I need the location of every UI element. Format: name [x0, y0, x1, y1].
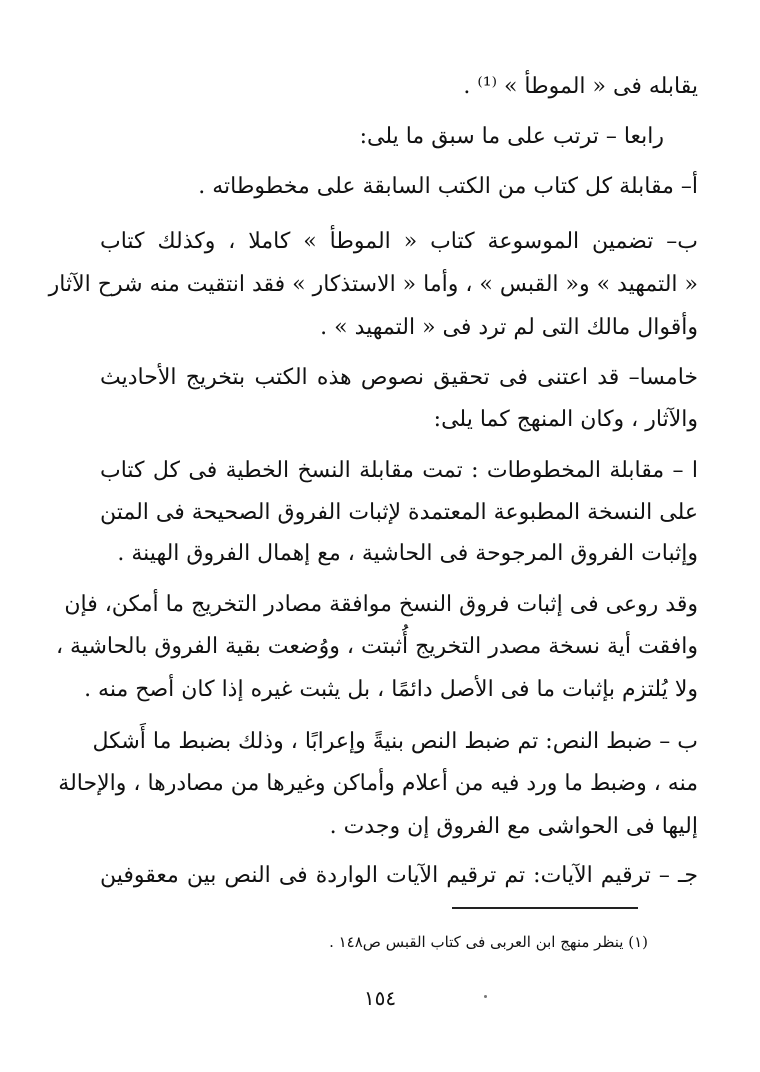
text-line-18: جـ – ترقيم الآيات: تم ترقيم الآيات الواردة فى النص بين معقوفين	[100, 863, 698, 888]
text-line-6: وأقوال مالك التى لم ترد فى « التمهيد » .	[320, 315, 698, 340]
text-line-15: ب – ضبط النص: تم ضبط النص بنيةً وإعرابًا ، وذلك بضبط ما أَشكل	[92, 729, 698, 754]
text-line-10: على النسخة المطبوعة المعتمدة لإثبات الفروق الصحيحة فى المتن	[100, 500, 698, 525]
text-line-5: « التمهيد » و« القبس » ، وأما « الاستذكار » فقد انتقيت منه شرح الآثار	[48, 272, 698, 297]
footnote-separator	[452, 907, 638, 909]
text-line-4: ب– تضمين الموسوعة كتاب « الموطأ » كاملا ، وكذلك كتاب	[100, 229, 698, 254]
text-line-3: أ– مقابلة كل كتاب من الكتب السابقة على مخطوطاته .	[198, 174, 698, 199]
footnote: (١) ينظر منهج ابن العربى فى كتاب القبس ص١٤٨ .	[329, 933, 648, 951]
scan-speck	[484, 995, 487, 998]
text-line-17: إليها فى الحواشى مع الفروق إن وجدت .	[329, 814, 698, 839]
text-line-8: والآثار ، وكان المنهج كما يلى:	[433, 407, 698, 432]
text-line-9: ا – مقابلة المخطوطات : تمت مقابلة النسخ الخطية فى كل كتاب	[100, 458, 698, 483]
text-line-12: وقد روعى فى إثبات فروق النسخ موافقة مصادر التخريج ما أمكن، فإن	[64, 592, 698, 617]
text-line-7: خامسا– قد اعتنى فى تحقيق نصوص هذه الكتب بتخريج الأحاديث	[100, 365, 698, 390]
text-line-14: ولا يُلتزم بإثبات ما فى الأصل دائمًا ، بل يثبت غيره إذا كان أصح منه .	[84, 677, 698, 702]
text-line-2: رابعا – ترتب على ما سبق ما يلى:	[359, 124, 664, 149]
page-number: ١٥٤	[363, 986, 397, 1010]
text-line-13: وافقت أية نسخة مصدر التخريج أُثبتت ، ووُضعت بقية الفروق بالحاشية ،	[55, 634, 698, 659]
text-line-11: وإثبات الفروق المرجوحة فى الحاشية ، مع إهمال الفروق الهينة .	[117, 541, 698, 566]
text-line-16: منه ، وضبط ما ورد فيه من أعلام وأماكن وغيرها من مصادرها ، والإحالة	[58, 771, 698, 796]
text-line-1: يقابله فى « الموطأ » ⁽¹⁾ .	[463, 74, 698, 99]
